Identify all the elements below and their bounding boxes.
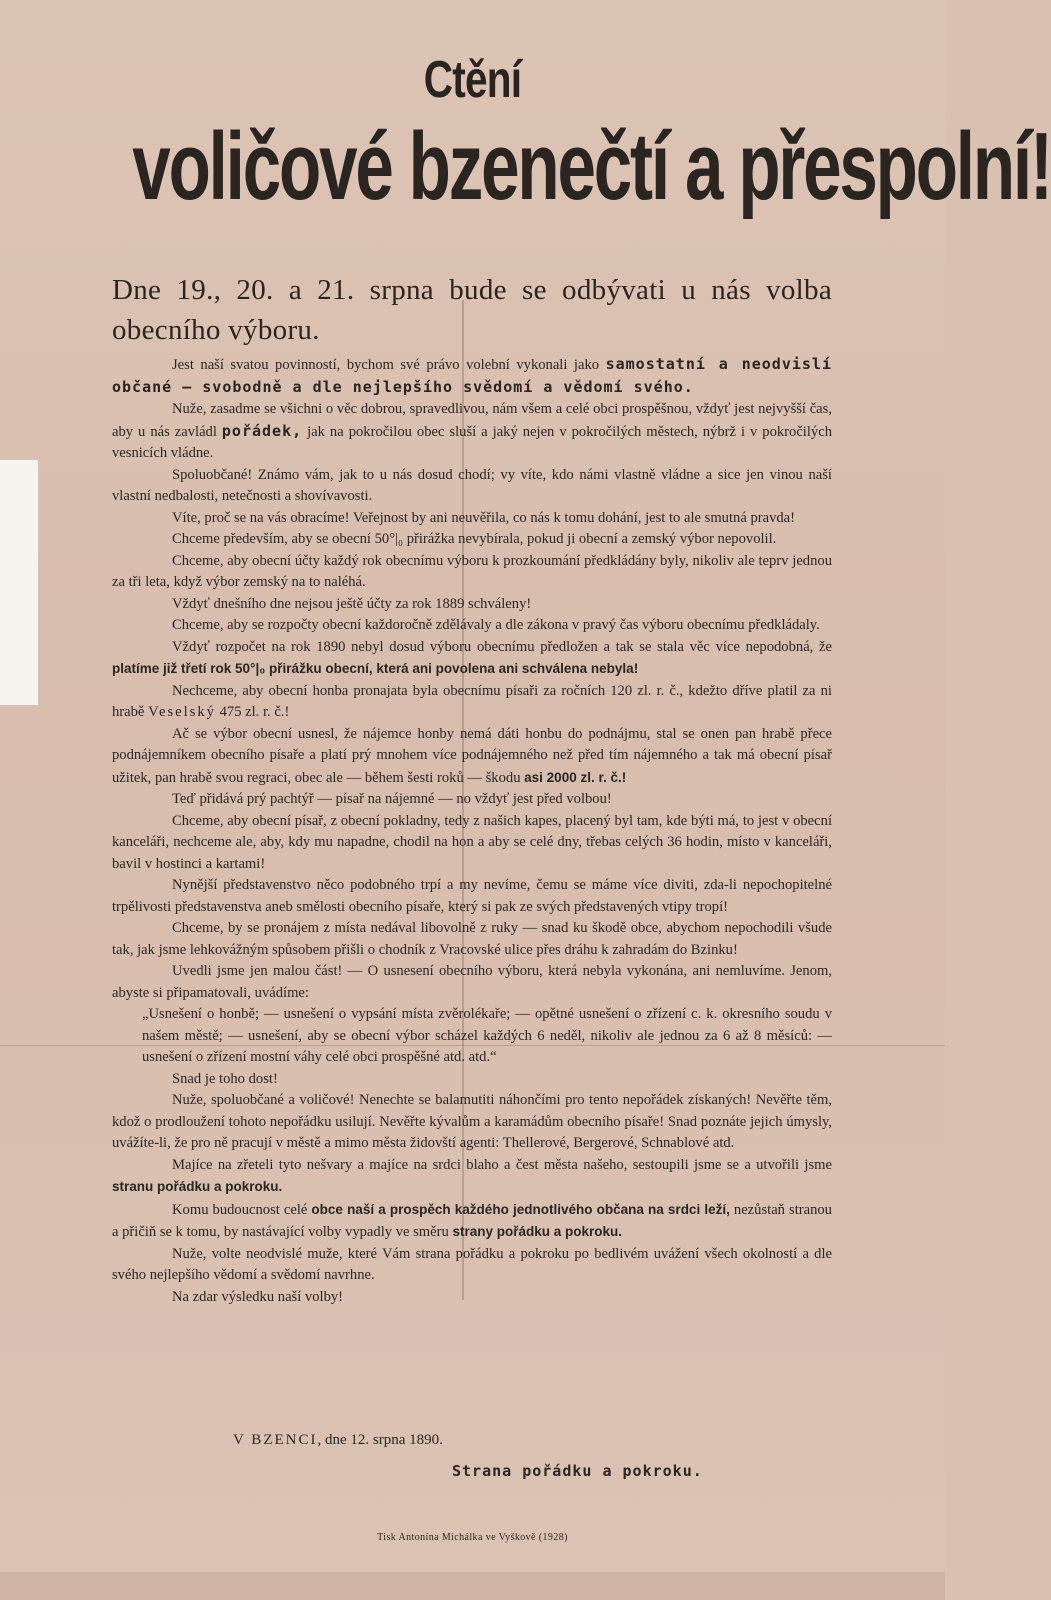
paragraph: Chceme, by se pronájem z místa nedával libovolně z ruky — snad ku škodě obce, abychom nepochodili všude tak, jak jsme lehkovážným spůsobem přišli o chodník z Vracovské ulice přes dráhu k zahradám do Bzinku! xyxy=(112,920,832,958)
paragraph: Jest naší svatou povinností, bychom své právo volební vykonali jako samostatní a neodvislí občané — svobodně a dle nejlepšího svědomí a vědomí svého. xyxy=(112,355,832,396)
paragraph: Spoluobčané! Známo vám, jak to u nás dosud chodí; vy víte, kdo námi vlastně vládne a sice jen vinou naší vlastní nedbalosti, netečnosti a shovívavosti. xyxy=(112,466,832,504)
emphasis-text: samostatní a neodvislí občané — svobodně a dle nejlepšího svědomí a vědomí svého. xyxy=(112,355,832,396)
paragraph: Nynější představenstvo něco podobného trpí a my nevíme, čemu se máme více diviti, zda-li nepochopitelné trpělivosti představenstva aneb smělosti obecního písaře, který si pak ze svých představených vtipy tropí! xyxy=(112,877,832,915)
title-line-1: Ctění xyxy=(423,51,522,109)
emphasis-text: stranu pořádku a pokroku. xyxy=(112,1179,283,1194)
paragraph: Nuže, volte neodvislé muže, které Vám strana pořádku a pokroku po bedlivém uvážení všech okolností a dle svého nejlepšího vědomí a svědomí navrhne. xyxy=(112,1245,832,1283)
place-and-date: V BZENCI, dne 12. srpna 1890. xyxy=(233,1432,443,1448)
paragraph: Vždyť rozpočet na rok 1890 nebyl dosud výboru obecnímu předložen a tak se stala věc více nepodobná, že platíme již třetí rok 50°|₀ přirážku obecní, která ani povolena ani schválena nebyla! xyxy=(112,638,832,676)
paragraph: Na zdar výsledku naší volby! xyxy=(172,1288,344,1305)
paragraph: Vždyť dnešního dne nejsou ještě účty za rok 1889 schváleny! xyxy=(172,595,532,612)
lead-announcement: Dne 19., 20. a 21. srpna bude se odbývati u nás volba obecního výboru. xyxy=(112,274,832,346)
paper-bottom-edge xyxy=(0,1572,945,1600)
paragraph: Ač se výbor obecní usnesl, že nájemce honby nemá dáti honbu do podnájmu, stal se onen pan hrabě přece podnájemníkem obecního písaře a platí prý mnohem více podnájemného než před tím nájemného a tak má obecní písař užitek, pan hrabě svou regraci, obec ale — během šesti roků — škodu asi 2000 zl. r. č.! xyxy=(112,725,832,786)
paragraph: Chceme, aby obecní písař, z obecní pokladny, tedy z našich kapes, placený byl tam, kde býti má, to jest v obecní kanceláři, nechceme ale, aby, kdy mu napadne, chodil na hon a aby se celé dny, třebas celých 36 hodin, místo v kanceláři, bavil v hostinci a kartami! xyxy=(112,812,832,872)
paragraph: Nuže, zasadme se všichni o věc dobrou, spravedlivou, nám všem a celé obci prospěšnou, vždyť jest nejvyšší čas, aby u nás zavládl pořádek, jak na pokročilou obec sluší a jaký nejen v pokročilých městech, nýbrž i v pokročilých vesnicích vládne. xyxy=(112,401,832,461)
title-line-2: voličové bzenečtí a přespolní! xyxy=(132,113,1051,220)
paragraph: Komu budoucnost celé obce naší a prospěch každého jednotlivého občana na srdci leží, nezůstaň stranou a přičiň se k tomu, by nastávající volby vypadly ve směru strany pořádku a pokroku. xyxy=(112,1201,832,1240)
body-text xyxy=(112,354,832,1308)
signature: Strana pořádku a pokroku. xyxy=(452,1462,703,1480)
emphasis-text: strany pořádku a pokroku. xyxy=(452,1224,622,1239)
emphasis-text: platíme již třetí rok 50°|₀ přirážku obecní, která ani povolena ani schválena nebyla! xyxy=(112,661,639,676)
paragraph: Teď přidává prý pachtýř — písař na nájemné — no vždyť jest před volbou! xyxy=(172,791,612,807)
paper-label-patch xyxy=(0,460,38,705)
paragraph: Chceme především, aby se obecní 50°|₀ přirážka nevybírala, pokud ji obecní a zemský výbor nepovolil. xyxy=(172,531,777,547)
paragraph: Chceme, aby obecní účty každý rok obecnímu výboru k prozkoumání předkládány byly, nikoliv ale teprv jednou za tři leta, když výbor zemský na to naléhá. xyxy=(112,552,832,590)
paragraph: Nechceme, aby obecní honba pronajata byla obecnímu písaři za ročních 120 zl. r. č., kdežto dříve platil za ni hrabě Veselský 475 zl. r. č.! xyxy=(112,682,832,720)
paragraph: Chceme, aby se rozpočty obecní každoročně zdělávaly a dle zákona v pravý čas výboru obecnímu předkládaly. xyxy=(172,617,820,633)
paragraph: Nuže, spoluobčané a voličové! Nenechte se balamutiti náhončími pro tento nepořádek získaných! Nevěřte těm, kdož o prodloužení tohoto nepořádku usilují. Nevěřte kývalům a karamádům obecního písaře! Snad poznáte jejich úmysly, uvážíte-li, že pro ně pracují v městě a mimo města židovští agenti: Thellerové, Bergerové, Schnablové atd. xyxy=(112,1092,832,1151)
paragraph: Víte, proč se na vás obracíme! Veřejnost by ani neuvěřila, co nás k tomu dohání, jest to ale smutná pravda! xyxy=(172,509,796,526)
paragraph-quote: „Usnešení o honbě; — usnešení o vypsání místa zvěrolékaře; — opětné usnešení o zřízení c. k. okresního soudu v našem městě; — usnešení, aby se obecní výbor scházel každých 6 neděl, nikoliv ale jednou za 6 až 8 měsíců: — usnešení o zřízení mostní váhy celé obci prospěšné atd. atd.“ xyxy=(142,1006,832,1065)
paragraph: Majíce na zřeteli tyto nešvary a majíce na srdci blaho a čest města našeho, sestoupili jsme se a utvořili jsme stranu pořádku a pokroku. xyxy=(112,1156,832,1194)
paragraph: Uvedli jsme jen malou část! — O usnesení obecního výboru, která nebyla vykonána, ani nemluvíme. Jenom, abyste si připamatovali, uvádíme: xyxy=(112,963,832,1001)
emphasis-text: obce naší a prospěch každého jednotlivého občana na srdci leží, xyxy=(311,1201,730,1217)
paragraph: Snad je toho dost! xyxy=(172,1070,278,1087)
emphasis-text: asi 2000 zl. r. č.! xyxy=(524,769,627,785)
printer-imprint: Tisk Antonína Michálka ve Vyškově (1928) xyxy=(377,1532,568,1543)
emphasis-text: pořádek, xyxy=(221,421,303,440)
